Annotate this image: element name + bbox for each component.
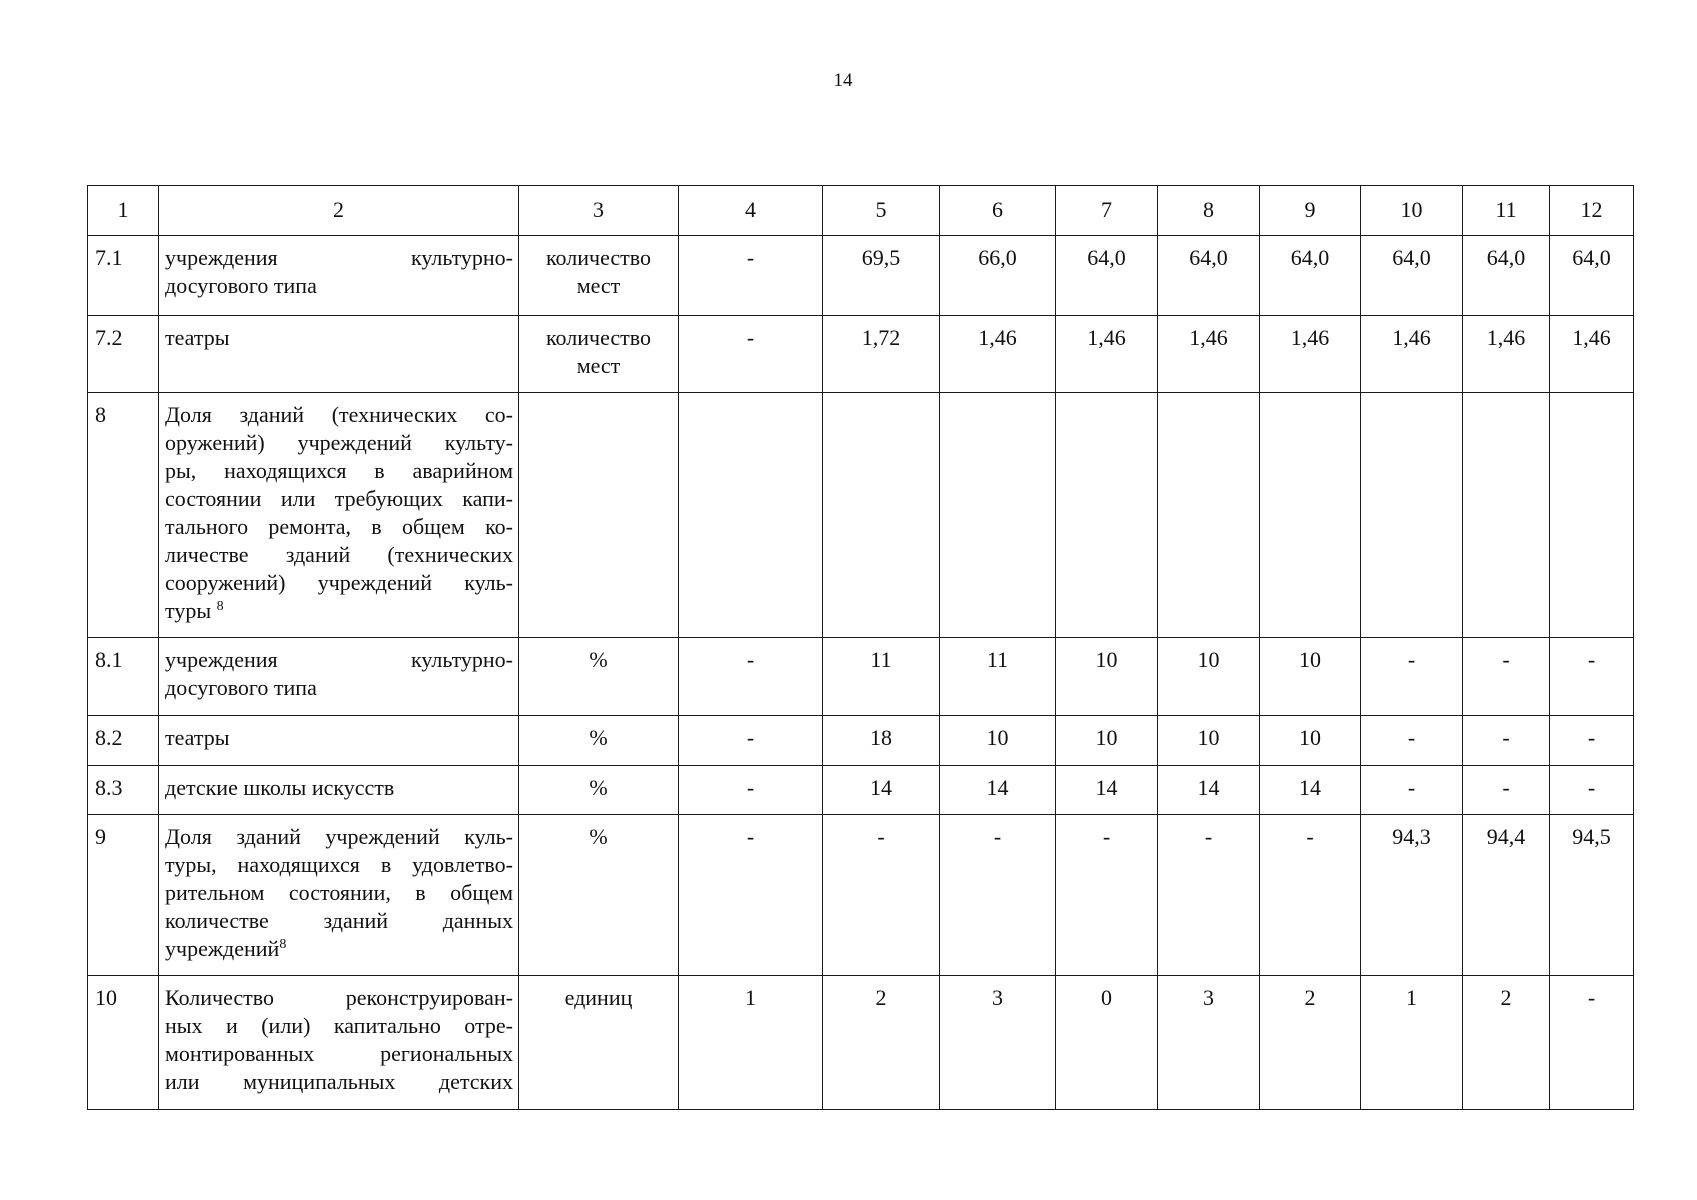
value-cell [1550, 393, 1634, 638]
row-number: 7.2 [88, 316, 159, 393]
value-cell: 2 [1463, 976, 1550, 1110]
value-cell: - [679, 236, 823, 316]
indicator-name: театры [159, 716, 519, 766]
table-row [88, 393, 1634, 638]
row-number: 9 [88, 815, 159, 976]
value-cell [1361, 393, 1463, 638]
value-cell: 10 [1260, 716, 1361, 766]
row-number: 8 [88, 393, 159, 638]
indicator-name [159, 976, 519, 1110]
value-cell: - [1056, 815, 1158, 976]
row-number: 8.1 [88, 638, 159, 716]
unit-cell [519, 393, 679, 638]
indicator-name-line: учреждения культурно- [165, 647, 513, 672]
indicator-name-line: туры, находящихся в удовлетво- [165, 852, 513, 877]
footnote-marker: 8 [216, 599, 224, 614]
indicator-name [159, 638, 519, 716]
indicator-name-text: учреждений [165, 936, 280, 961]
indicator-name-line: Количество реконструирован- [165, 985, 513, 1010]
unit-cell: % [519, 815, 679, 976]
value-cell [823, 393, 940, 638]
value-cell: - [1550, 976, 1634, 1110]
unit-line: мест [576, 353, 621, 378]
table-row [88, 976, 1634, 1110]
row-number: 7.1 [88, 236, 159, 316]
unit-cell [519, 316, 679, 393]
column-header: 2 [159, 186, 519, 236]
value-cell: 11 [940, 638, 1056, 716]
value-cell: - [1361, 766, 1463, 815]
page-number: 14 [833, 70, 853, 91]
value-cell: 94,4 [1463, 815, 1550, 976]
column-header: 3 [519, 186, 679, 236]
value-cell: 14 [1056, 766, 1158, 815]
row-number: 8.2 [88, 716, 159, 766]
column-header: 11 [1463, 186, 1550, 236]
indicator-name [159, 815, 519, 976]
value-cell: - [679, 815, 823, 976]
column-header: 4 [679, 186, 823, 236]
value-cell: 18 [823, 716, 940, 766]
column-header: 7 [1056, 186, 1158, 236]
row-number: 10 [88, 976, 159, 1110]
table-row [88, 716, 1634, 766]
unit-line: количество [545, 245, 652, 270]
table-row [88, 236, 1634, 316]
indicator-name: детские школы искусств [159, 766, 519, 815]
value-cell: 10 [1158, 716, 1260, 766]
indicator-name-line [165, 597, 513, 625]
value-cell: 10 [940, 716, 1056, 766]
indicator-name-line: учреждения культурно- [165, 245, 513, 270]
indicator-name-line [165, 935, 513, 963]
table-header-row [88, 186, 1634, 236]
value-cell: 11 [823, 638, 940, 716]
value-cell: - [1361, 638, 1463, 716]
value-cell: 10 [1056, 716, 1158, 766]
unit-cell [519, 236, 679, 316]
indicator-name-line: ры, находящихся в аварийном [165, 458, 513, 483]
value-cell: 1,46 [1361, 316, 1463, 393]
value-cell: - [940, 815, 1056, 976]
value-cell: 1,46 [1463, 316, 1550, 393]
column-header: 6 [940, 186, 1056, 236]
value-cell: - [1463, 766, 1550, 815]
indicator-name-line: досугового типа [165, 273, 317, 298]
value-cell: 10 [1260, 638, 1361, 716]
unit-cell: % [519, 638, 679, 716]
indicator-name-line: или муниципальных детских [165, 1069, 513, 1094]
column-header: 5 [823, 186, 940, 236]
value-cell: 3 [940, 976, 1056, 1110]
table-row [88, 766, 1634, 815]
indicators-table [87, 185, 1634, 1110]
unit-cell: % [519, 716, 679, 766]
value-cell [1158, 393, 1260, 638]
value-cell: 1 [1361, 976, 1463, 1110]
column-header: 9 [1260, 186, 1361, 236]
unit-line: количество [545, 325, 652, 350]
value-cell: 1,72 [823, 316, 940, 393]
value-cell: - [1260, 815, 1361, 976]
value-cell: 1,46 [1158, 316, 1260, 393]
value-cell: 14 [1158, 766, 1260, 815]
indicator-name-text: туры [165, 598, 212, 623]
indicator-name-line: Доля зданий (технических со- [165, 402, 513, 427]
value-cell: - [1463, 716, 1550, 766]
value-cell: 94,5 [1550, 815, 1634, 976]
indicator-name-line: оружений) учреждений культу- [165, 430, 513, 455]
value-cell: 10 [1056, 638, 1158, 716]
unit-line: мест [576, 273, 621, 298]
value-cell: 14 [823, 766, 940, 815]
indicator-name-line: досугового типа [165, 675, 317, 700]
indicator-name-line: тального ремонта, в общем ко- [165, 514, 513, 539]
value-cell: 64,0 [1463, 236, 1550, 316]
indicator-name-line: личестве зданий (технических [165, 542, 513, 567]
value-cell: 2 [1260, 976, 1361, 1110]
value-cell: - [1463, 638, 1550, 716]
unit-cell: % [519, 766, 679, 815]
value-cell: - [1158, 815, 1260, 976]
table-row [88, 316, 1634, 393]
indicator-name [159, 236, 519, 316]
indicator-name-line: количестве зданий данных [165, 908, 513, 933]
column-header: 10 [1361, 186, 1463, 236]
column-header: 12 [1550, 186, 1634, 236]
value-cell: 1,46 [1550, 316, 1634, 393]
indicator-name-line: монтированных региональных [165, 1041, 513, 1066]
value-cell: 66,0 [940, 236, 1056, 316]
value-cell: - [679, 316, 823, 393]
footnote-marker: 8 [279, 937, 287, 952]
value-cell: 94,3 [1361, 815, 1463, 976]
value-cell: 14 [1260, 766, 1361, 815]
value-cell: 0 [1056, 976, 1158, 1110]
value-cell: 1 [679, 976, 823, 1110]
row-number: 8.3 [88, 766, 159, 815]
column-header: 8 [1158, 186, 1260, 236]
indicator-name [159, 393, 519, 638]
value-cell: 2 [823, 976, 940, 1110]
value-cell: 14 [940, 766, 1056, 815]
value-cell: 3 [1158, 976, 1260, 1110]
value-cell: 64,0 [1550, 236, 1634, 316]
value-cell: - [823, 815, 940, 976]
indicator-name-line: состоянии или требующих капи- [165, 486, 513, 511]
value-cell: - [679, 716, 823, 766]
value-cell: 1,46 [940, 316, 1056, 393]
table-row [88, 815, 1634, 976]
value-cell: 64,0 [1260, 236, 1361, 316]
value-cell: - [1550, 716, 1634, 766]
indicator-name-line: сооружений) учреждений куль- [165, 570, 513, 595]
indicator-name: театры [159, 316, 519, 393]
value-cell: - [1550, 638, 1634, 716]
value-cell [1260, 393, 1361, 638]
value-cell [679, 393, 823, 638]
value-cell: 64,0 [1056, 236, 1158, 316]
indicator-name-line: рительном состоянии, в общем [165, 880, 513, 905]
value-cell: 1,46 [1260, 316, 1361, 393]
value-cell: - [679, 766, 823, 815]
value-cell [940, 393, 1056, 638]
value-cell: 69,5 [823, 236, 940, 316]
value-cell: - [1361, 716, 1463, 766]
value-cell [1056, 393, 1158, 638]
value-cell: 10 [1158, 638, 1260, 716]
value-cell: - [679, 638, 823, 716]
value-cell: 64,0 [1361, 236, 1463, 316]
value-cell: - [1550, 766, 1634, 815]
table-row [88, 638, 1634, 716]
indicator-name-line: ных и (или) капитально отре- [165, 1013, 513, 1038]
indicator-name-line: Доля зданий учреждений куль- [165, 824, 513, 849]
value-cell: 64,0 [1158, 236, 1260, 316]
unit-cell: единиц [519, 976, 679, 1110]
value-cell [1463, 393, 1550, 638]
column-header: 1 [88, 186, 159, 236]
value-cell: 1,46 [1056, 316, 1158, 393]
